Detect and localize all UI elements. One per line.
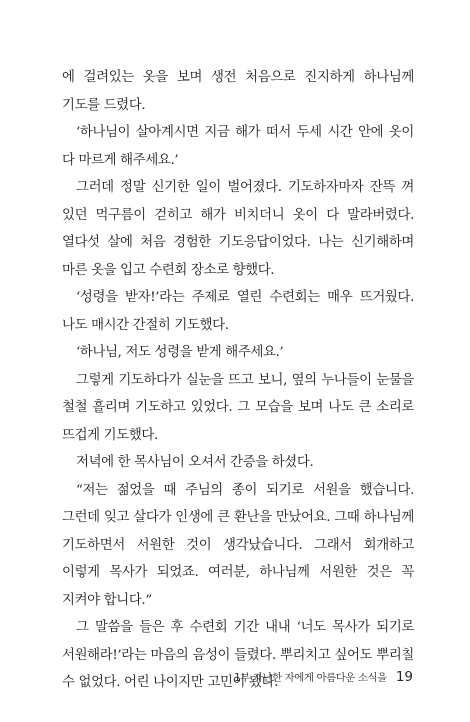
page-number: 19 xyxy=(395,669,413,685)
paragraph: ‘하나님이 살아계시면 지금 해가 떠서 두세 시간 안에 옷이 다 마르게 해주세요.’ xyxy=(62,125,414,168)
body-text xyxy=(62,64,414,697)
paragraph: 그 말씀을 들은 후 수련회 기간 내내 ‘너도 목사가 되기로 서원해라!’라는 마음의 음성이 들렸다. 뿌리치고 싶어도 뿌리칠 수 없었다. 어린 나이지만 고민이 됐다. xyxy=(62,620,414,690)
paragraph: 그러데 정말 신기한 일이 벌어졌다. 기도하자마자 잔뜩 껴 있던 먹구름이 걷히고 해가 비치더니 옷이 다 말라버렸다. 열다섯 살에 처음 경험한 기도응답이었다. 나는 신기해하며 마른 옷을 입고 수련회 장소로 향했다. xyxy=(62,180,414,278)
page-footer xyxy=(234,669,413,685)
paragraph: 그렇게 기도하다가 실눈을 뜨고 보니, 옆의 누나들이 눈물을 철철 흘리며 기도하고 있었다. 그 모습을 보며 나도 큰 소리로 뜨겁게 기도했다. xyxy=(62,372,414,443)
paragraph: 저녁에 한 목사님이 오셔서 간증을 하셨다. xyxy=(76,455,314,470)
paragraph: 에 걸려있는 옷을 보며 생전 처음으로 진지하게 하나님께 기도를 드렸다. xyxy=(62,70,414,113)
running-title: 1부 가난한 자에게 아름다운 소식을 xyxy=(234,672,387,684)
paragraph: “저는 젊었을 때 주님의 종이 되기로 서원을 했습니다. 그런데 잊고 살다가 인생에 큰 환난을 만났어요. 그때 하나님께 기도하면서 서원한 것이 생각났습니다. 그래서 회개하고 이렇게 목사가 되었죠. 여러분, 하나님께 서원한 것은 꼭 지켜야 합니다.” xyxy=(62,482,414,608)
paragraph: ‘하나님, 저도 성령을 받게 해주세요.’ xyxy=(76,345,284,360)
paragraph: ‘성령을 받자!’라는 주제로 열린 수련회는 매우 뜨거웠다. 나도 매시간 간절히 기도했다. xyxy=(62,290,414,333)
